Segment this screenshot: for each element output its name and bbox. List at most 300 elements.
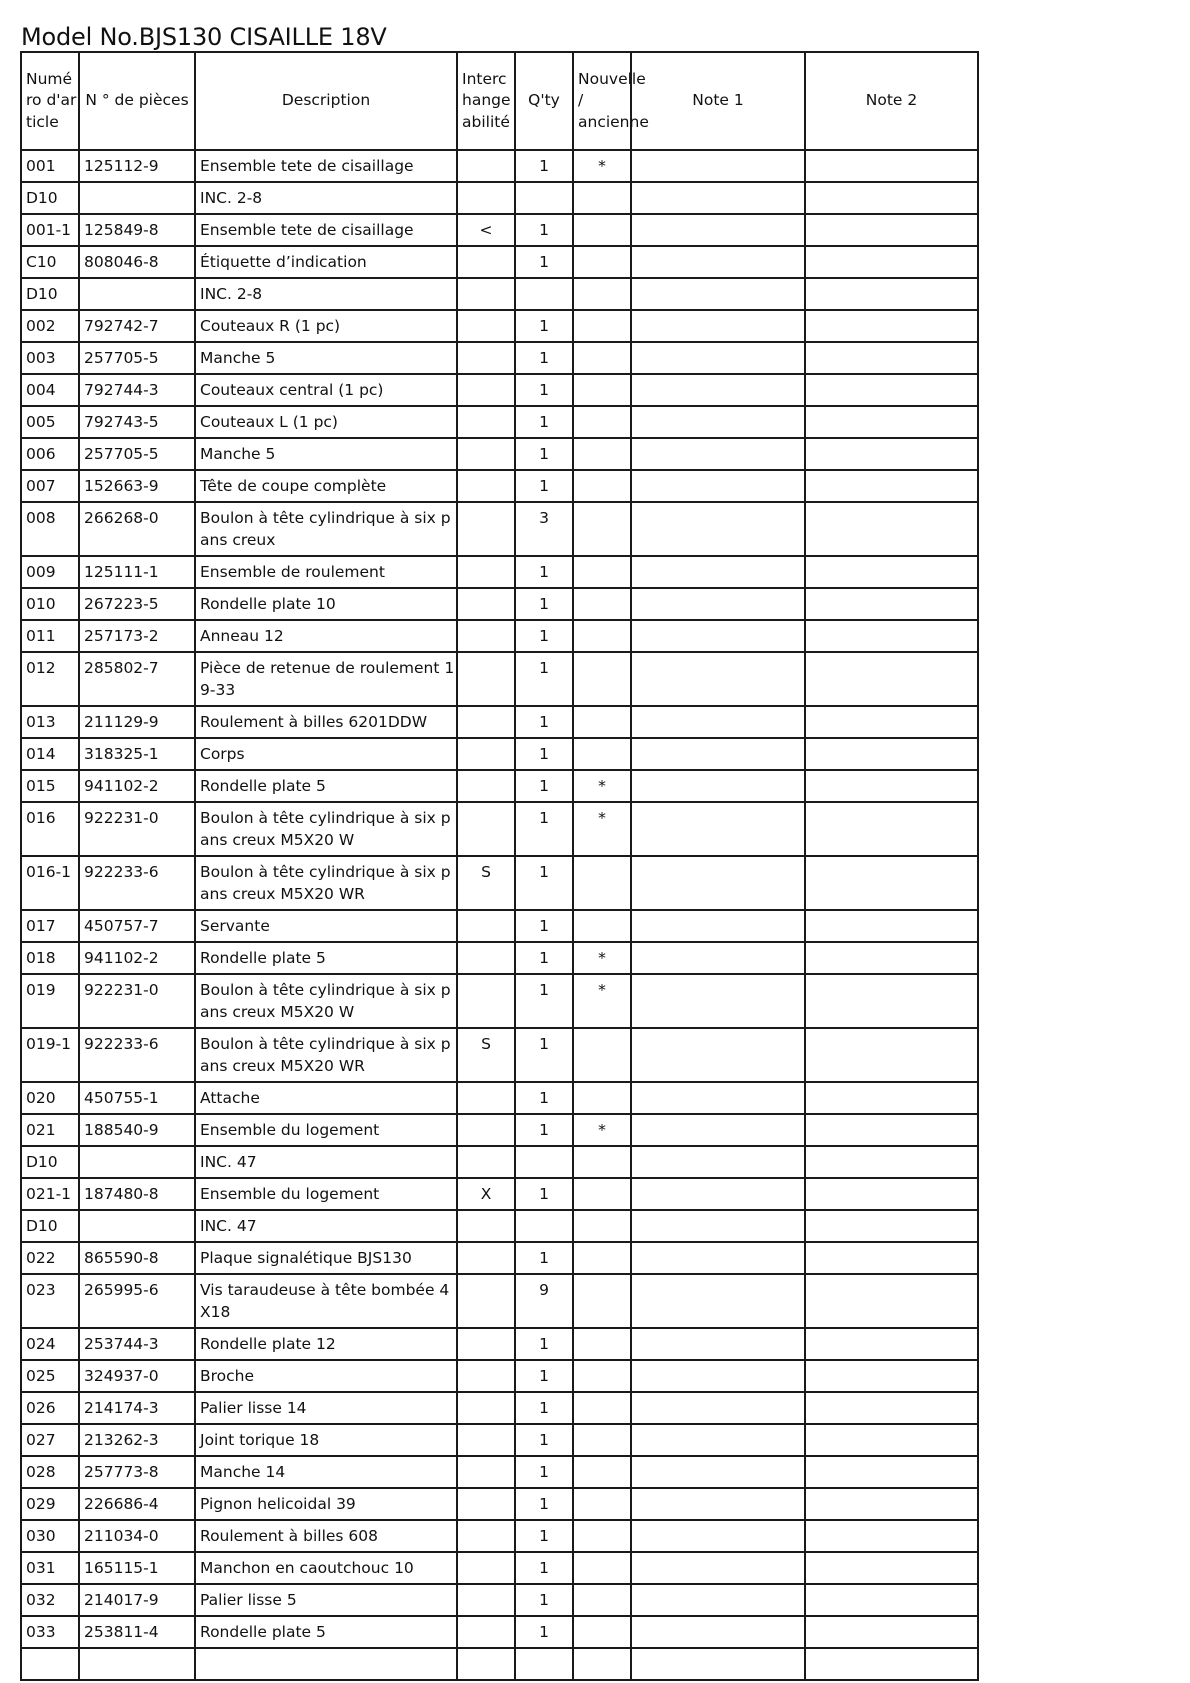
- cell-interchangeability: [457, 1648, 515, 1680]
- table-row: [21, 1146, 978, 1178]
- cell-quantity: 1: [515, 246, 573, 278]
- cell-note-1: [631, 1274, 805, 1328]
- cell-note-2: [805, 1488, 978, 1520]
- table-row: [21, 556, 978, 588]
- table-row: [21, 374, 978, 406]
- cell-quantity: [515, 1146, 573, 1178]
- cell-description: Boulon à tête cylindrique à six pans creux M5X20 W: [195, 802, 457, 856]
- cell-note-1: [631, 1082, 805, 1114]
- cell-interchangeability: [457, 1146, 515, 1178]
- cell-interchangeability: [457, 342, 515, 374]
- cell-new-old: *: [573, 802, 631, 856]
- table-row: [21, 438, 978, 470]
- header-item-number-label: Numéro d'article: [26, 69, 77, 131]
- cell-description: Tête de coupe complète: [195, 470, 457, 502]
- cell-item-number: 001: [21, 150, 79, 182]
- cell-quantity: 1: [515, 556, 573, 588]
- cell-interchangeability: [457, 738, 515, 770]
- cell-note-1: [631, 1028, 805, 1082]
- cell-item-number: 017: [21, 910, 79, 942]
- parts-table-body: [21, 150, 978, 1680]
- cell-quantity: 9: [515, 1274, 573, 1328]
- table-row: [21, 1028, 978, 1082]
- cell-quantity: [515, 278, 573, 310]
- cell-interchangeability: [457, 1210, 515, 1242]
- cell-new-old: [573, 652, 631, 706]
- cell-part-number: 188540-9: [79, 1114, 195, 1146]
- cell-quantity: 1: [515, 1178, 573, 1210]
- table-row: [21, 1424, 978, 1456]
- cell-note-2: [805, 246, 978, 278]
- cell-note-2: [805, 738, 978, 770]
- cell-note-1: [631, 150, 805, 182]
- cell-description: Servante: [195, 910, 457, 942]
- table-row: [21, 342, 978, 374]
- header-interchangeability: [457, 52, 515, 150]
- cell-note-2: [805, 652, 978, 706]
- cell-interchangeability: [457, 182, 515, 214]
- cell-description: [195, 1648, 457, 1680]
- cell-note-1: [631, 182, 805, 214]
- cell-item-number: 019: [21, 974, 79, 1028]
- cell-interchangeability: [457, 150, 515, 182]
- cell-note-2: [805, 910, 978, 942]
- cell-note-2: [805, 182, 978, 214]
- cell-note-1: [631, 910, 805, 942]
- cell-note-2: [805, 406, 978, 438]
- cell-quantity: 1: [515, 706, 573, 738]
- cell-interchangeability: [457, 910, 515, 942]
- cell-description: Manche 14: [195, 1456, 457, 1488]
- cell-quantity: 1: [515, 1424, 573, 1456]
- cell-note-1: [631, 942, 805, 974]
- cell-interchangeability: [457, 1082, 515, 1114]
- cell-quantity: 1: [515, 1552, 573, 1584]
- cell-quantity: [515, 1210, 573, 1242]
- cell-interchangeability: [457, 706, 515, 738]
- cell-description: Vis taraudeuse à tête bombée 4X18: [195, 1274, 457, 1328]
- cell-note-2: [805, 1584, 978, 1616]
- cell-quantity: 1: [515, 1114, 573, 1146]
- cell-part-number: [79, 278, 195, 310]
- cell-item-number: D10: [21, 1146, 79, 1178]
- cell-item-number: 026: [21, 1392, 79, 1424]
- cell-interchangeability: [457, 652, 515, 706]
- cell-note-1: [631, 278, 805, 310]
- cell-part-number: 792742-7: [79, 310, 195, 342]
- cell-quantity: 1: [515, 1616, 573, 1648]
- cell-new-old: [573, 1392, 631, 1424]
- cell-part-number: 922233-6: [79, 856, 195, 910]
- cell-note-1: [631, 770, 805, 802]
- header-part-number: N ° de pièces: [79, 52, 195, 150]
- cell-description: Boulon à tête cylindrique à six pans creux M5X20 W: [195, 974, 457, 1028]
- cell-description: Ensemble du logement: [195, 1178, 457, 1210]
- cell-description: INC. 47: [195, 1210, 457, 1242]
- cell-new-old: [573, 1616, 631, 1648]
- cell-part-number: 267223-5: [79, 588, 195, 620]
- header-quantity: Q'ty: [515, 52, 573, 150]
- cell-note-2: [805, 1360, 978, 1392]
- table-row: [21, 974, 978, 1028]
- cell-description: Boulon à tête cylindrique à six pans creux M5X20 WR: [195, 1028, 457, 1082]
- cell-description: Manche 5: [195, 342, 457, 374]
- cell-part-number: 125112-9: [79, 150, 195, 182]
- cell-note-1: [631, 406, 805, 438]
- cell-new-old: [573, 1274, 631, 1328]
- cell-new-old: [573, 1648, 631, 1680]
- header-item-number: [21, 52, 79, 150]
- table-row: [21, 738, 978, 770]
- table-row: [21, 150, 978, 182]
- cell-note-2: [805, 1552, 978, 1584]
- cell-part-number: 941102-2: [79, 770, 195, 802]
- cell-interchangeability: [457, 588, 515, 620]
- cell-part-number: 213262-3: [79, 1424, 195, 1456]
- cell-description: Rondelle plate 5: [195, 942, 457, 974]
- cell-quantity: 1: [515, 374, 573, 406]
- cell-quantity: 1: [515, 1456, 573, 1488]
- cell-quantity: 1: [515, 1520, 573, 1552]
- cell-item-number: 004: [21, 374, 79, 406]
- cell-interchangeability: S: [457, 1028, 515, 1082]
- cell-new-old: [573, 438, 631, 470]
- cell-note-2: [805, 770, 978, 802]
- cell-part-number: [79, 1210, 195, 1242]
- cell-part-number: 253811-4: [79, 1616, 195, 1648]
- cell-part-number: 226686-4: [79, 1488, 195, 1520]
- cell-quantity: 1: [515, 652, 573, 706]
- cell-new-old: [573, 910, 631, 942]
- cell-note-2: [805, 1146, 978, 1178]
- header-note-1: Note 1: [631, 52, 805, 150]
- cell-new-old: [573, 1146, 631, 1178]
- table-row: [21, 278, 978, 310]
- cell-new-old: [573, 1552, 631, 1584]
- table-row: [21, 1648, 978, 1680]
- table-row: [21, 1114, 978, 1146]
- cell-note-1: [631, 1648, 805, 1680]
- cell-new-old: [573, 1328, 631, 1360]
- cell-part-number: 211034-0: [79, 1520, 195, 1552]
- cell-description: Roulement à billes 608: [195, 1520, 457, 1552]
- cell-interchangeability: [457, 374, 515, 406]
- cell-item-number: D10: [21, 182, 79, 214]
- cell-item-number: [21, 1648, 79, 1680]
- cell-note-2: [805, 620, 978, 652]
- cell-description: Couteaux L (1 pc): [195, 406, 457, 438]
- cell-note-1: [631, 1146, 805, 1178]
- cell-new-old: [573, 706, 631, 738]
- cell-item-number: 005: [21, 406, 79, 438]
- cell-description: Attache: [195, 1082, 457, 1114]
- header-new-old-label: Nouvelle / ancienne: [578, 69, 649, 131]
- cell-description: Broche: [195, 1360, 457, 1392]
- cell-note-1: [631, 310, 805, 342]
- cell-note-2: [805, 1616, 978, 1648]
- cell-part-number: 214017-9: [79, 1584, 195, 1616]
- cell-new-old: [573, 310, 631, 342]
- cell-interchangeability: X: [457, 1178, 515, 1210]
- cell-item-number: 010: [21, 588, 79, 620]
- cell-quantity: 1: [515, 802, 573, 856]
- cell-quantity: [515, 182, 573, 214]
- cell-note-2: [805, 1424, 978, 1456]
- cell-part-number: 450755-1: [79, 1082, 195, 1114]
- cell-note-1: [631, 556, 805, 588]
- cell-interchangeability: [457, 502, 515, 556]
- cell-note-2: [805, 856, 978, 910]
- cell-interchangeability: [457, 802, 515, 856]
- cell-description: Ensemble de roulement: [195, 556, 457, 588]
- table-row: [21, 1178, 978, 1210]
- cell-description: INC. 2-8: [195, 182, 457, 214]
- cell-item-number: 019-1: [21, 1028, 79, 1082]
- table-row: [21, 1584, 978, 1616]
- cell-note-1: [631, 1456, 805, 1488]
- cell-new-old: [573, 1210, 631, 1242]
- cell-new-old: [573, 278, 631, 310]
- cell-new-old: [573, 1028, 631, 1082]
- header-note-2: Note 2: [805, 52, 978, 150]
- cell-item-number: 006: [21, 438, 79, 470]
- cell-part-number: 318325-1: [79, 738, 195, 770]
- cell-description: Pignon helicoidal 39: [195, 1488, 457, 1520]
- cell-new-old: *: [573, 770, 631, 802]
- cell-note-1: [631, 1210, 805, 1242]
- cell-quantity: 1: [515, 150, 573, 182]
- cell-new-old: [573, 556, 631, 588]
- cell-item-number: 022: [21, 1242, 79, 1274]
- cell-quantity: 1: [515, 620, 573, 652]
- table-row: [21, 1392, 978, 1424]
- cell-interchangeability: [457, 246, 515, 278]
- cell-note-2: [805, 1520, 978, 1552]
- cell-note-2: [805, 374, 978, 406]
- cell-note-2: [805, 1114, 978, 1146]
- cell-new-old: [573, 1178, 631, 1210]
- cell-interchangeability: [457, 1242, 515, 1274]
- header-interchangeability-label: Interchangeabilité: [462, 69, 511, 131]
- cell-description: Corps: [195, 738, 457, 770]
- table-row: [21, 502, 978, 556]
- cell-quantity: 1: [515, 470, 573, 502]
- cell-new-old: [573, 588, 631, 620]
- cell-item-number: 015: [21, 770, 79, 802]
- table-row: [21, 910, 978, 942]
- cell-description: Manchon en caoutchouc 10: [195, 1552, 457, 1584]
- cell-interchangeability: [457, 1114, 515, 1146]
- cell-part-number: [79, 182, 195, 214]
- cell-interchangeability: [457, 438, 515, 470]
- cell-note-2: [805, 974, 978, 1028]
- cell-new-old: [573, 1520, 631, 1552]
- cell-part-number: 792743-5: [79, 406, 195, 438]
- cell-item-number: 032: [21, 1584, 79, 1616]
- cell-part-number: 285802-7: [79, 652, 195, 706]
- cell-note-2: [805, 150, 978, 182]
- cell-item-number: 016: [21, 802, 79, 856]
- cell-description: Palier lisse 5: [195, 1584, 457, 1616]
- cell-interchangeability: [457, 1360, 515, 1392]
- cell-interchangeability: [457, 470, 515, 502]
- cell-new-old: *: [573, 974, 631, 1028]
- cell-interchangeability: [457, 1520, 515, 1552]
- cell-item-number: 012: [21, 652, 79, 706]
- cell-item-number: 031: [21, 1552, 79, 1584]
- cell-item-number: 023: [21, 1274, 79, 1328]
- table-row: [21, 588, 978, 620]
- table-row: [21, 620, 978, 652]
- table-row: [21, 1242, 978, 1274]
- cell-note-2: [805, 342, 978, 374]
- cell-part-number: 865590-8: [79, 1242, 195, 1274]
- cell-note-2: [805, 214, 978, 246]
- cell-item-number: 014: [21, 738, 79, 770]
- cell-note-1: [631, 438, 805, 470]
- cell-description: Palier lisse 14: [195, 1392, 457, 1424]
- cell-note-2: [805, 310, 978, 342]
- cell-interchangeability: [457, 1274, 515, 1328]
- table-row: [21, 182, 978, 214]
- cell-interchangeability: [457, 942, 515, 974]
- cell-quantity: 1: [515, 214, 573, 246]
- cell-new-old: [573, 374, 631, 406]
- cell-note-1: [631, 738, 805, 770]
- cell-description: Étiquette d’indication: [195, 246, 457, 278]
- cell-note-2: [805, 438, 978, 470]
- cell-quantity: 1: [515, 310, 573, 342]
- cell-description: Plaque signalétique BJS130: [195, 1242, 457, 1274]
- cell-new-old: [573, 1242, 631, 1274]
- cell-interchangeability: [457, 1328, 515, 1360]
- cell-note-1: [631, 1178, 805, 1210]
- cell-part-number: 125849-8: [79, 214, 195, 246]
- cell-item-number: 021: [21, 1114, 79, 1146]
- cell-interchangeability: [457, 1424, 515, 1456]
- page-title: Model No.BJS130 CISAILLE 18V: [21, 23, 387, 51]
- cell-quantity: 1: [515, 1028, 573, 1082]
- table-row: [21, 310, 978, 342]
- cell-interchangeability: <: [457, 214, 515, 246]
- cell-note-1: [631, 652, 805, 706]
- cell-interchangeability: [457, 310, 515, 342]
- table-row: [21, 942, 978, 974]
- header-new-old: [573, 52, 649, 150]
- table-row: [21, 406, 978, 438]
- cell-description: Joint torique 18: [195, 1424, 457, 1456]
- cell-part-number: 266268-0: [79, 502, 195, 556]
- cell-note-1: [631, 214, 805, 246]
- cell-new-old: *: [573, 942, 631, 974]
- cell-new-old: [573, 470, 631, 502]
- cell-new-old: [573, 1584, 631, 1616]
- cell-item-number: 027: [21, 1424, 79, 1456]
- header-description: Description: [195, 52, 457, 150]
- cell-interchangeability: [457, 1488, 515, 1520]
- cell-quantity: 1: [515, 406, 573, 438]
- cell-new-old: [573, 182, 631, 214]
- cell-part-number: 165115-1: [79, 1552, 195, 1584]
- cell-interchangeability: S: [457, 856, 515, 910]
- cell-new-old: [573, 1360, 631, 1392]
- cell-part-number: 257773-8: [79, 1456, 195, 1488]
- table-row: [21, 1616, 978, 1648]
- cell-item-number: 020: [21, 1082, 79, 1114]
- cell-note-2: [805, 1274, 978, 1328]
- cell-item-number: 013: [21, 706, 79, 738]
- cell-item-number: 029: [21, 1488, 79, 1520]
- cell-new-old: [573, 1488, 631, 1520]
- table-row: [21, 1456, 978, 1488]
- cell-part-number: 187480-8: [79, 1178, 195, 1210]
- cell-interchangeability: [457, 278, 515, 310]
- table-row: [21, 856, 978, 910]
- cell-quantity: 1: [515, 942, 573, 974]
- cell-item-number: 016-1: [21, 856, 79, 910]
- cell-part-number: 125111-1: [79, 556, 195, 588]
- cell-new-old: [573, 620, 631, 652]
- cell-note-1: [631, 246, 805, 278]
- cell-quantity: 1: [515, 438, 573, 470]
- table-header-row: [21, 52, 978, 150]
- cell-new-old: *: [573, 1114, 631, 1146]
- table-row: [21, 1274, 978, 1328]
- cell-note-1: [631, 1424, 805, 1456]
- cell-part-number: 152663-9: [79, 470, 195, 502]
- cell-part-number: 922233-6: [79, 1028, 195, 1082]
- cell-item-number: 025: [21, 1360, 79, 1392]
- cell-note-1: [631, 1488, 805, 1520]
- cell-note-1: [631, 588, 805, 620]
- cell-note-1: [631, 620, 805, 652]
- cell-item-number: 011: [21, 620, 79, 652]
- cell-quantity: 1: [515, 588, 573, 620]
- cell-interchangeability: [457, 556, 515, 588]
- cell-interchangeability: [457, 1584, 515, 1616]
- cell-quantity: 1: [515, 1584, 573, 1616]
- cell-part-number: 265995-6: [79, 1274, 195, 1328]
- cell-note-1: [631, 706, 805, 738]
- cell-item-number: 018: [21, 942, 79, 974]
- cell-note-2: [805, 1028, 978, 1082]
- table-row: [21, 1360, 978, 1392]
- cell-note-2: [805, 556, 978, 588]
- cell-part-number: 922231-0: [79, 802, 195, 856]
- cell-item-number: 003: [21, 342, 79, 374]
- cell-new-old: [573, 738, 631, 770]
- cell-note-1: [631, 1242, 805, 1274]
- cell-part-number: 211129-9: [79, 706, 195, 738]
- cell-part-number: 792744-3: [79, 374, 195, 406]
- cell-note-1: [631, 1114, 805, 1146]
- cell-note-1: [631, 1584, 805, 1616]
- cell-quantity: [515, 1648, 573, 1680]
- cell-description: Boulon à tête cylindrique à six pans creux: [195, 502, 457, 556]
- cell-part-number: 214174-3: [79, 1392, 195, 1424]
- cell-note-2: [805, 942, 978, 974]
- cell-description: Ensemble tete de cisaillage: [195, 150, 457, 182]
- cell-item-number: 028: [21, 1456, 79, 1488]
- cell-part-number: 257705-5: [79, 342, 195, 374]
- cell-note-2: [805, 502, 978, 556]
- cell-new-old: [573, 214, 631, 246]
- cell-note-2: [805, 1648, 978, 1680]
- cell-part-number: 922231-0: [79, 974, 195, 1028]
- cell-description: Pièce de retenue de roulement 19-33: [195, 652, 457, 706]
- cell-quantity: 1: [515, 1242, 573, 1274]
- cell-quantity: 1: [515, 770, 573, 802]
